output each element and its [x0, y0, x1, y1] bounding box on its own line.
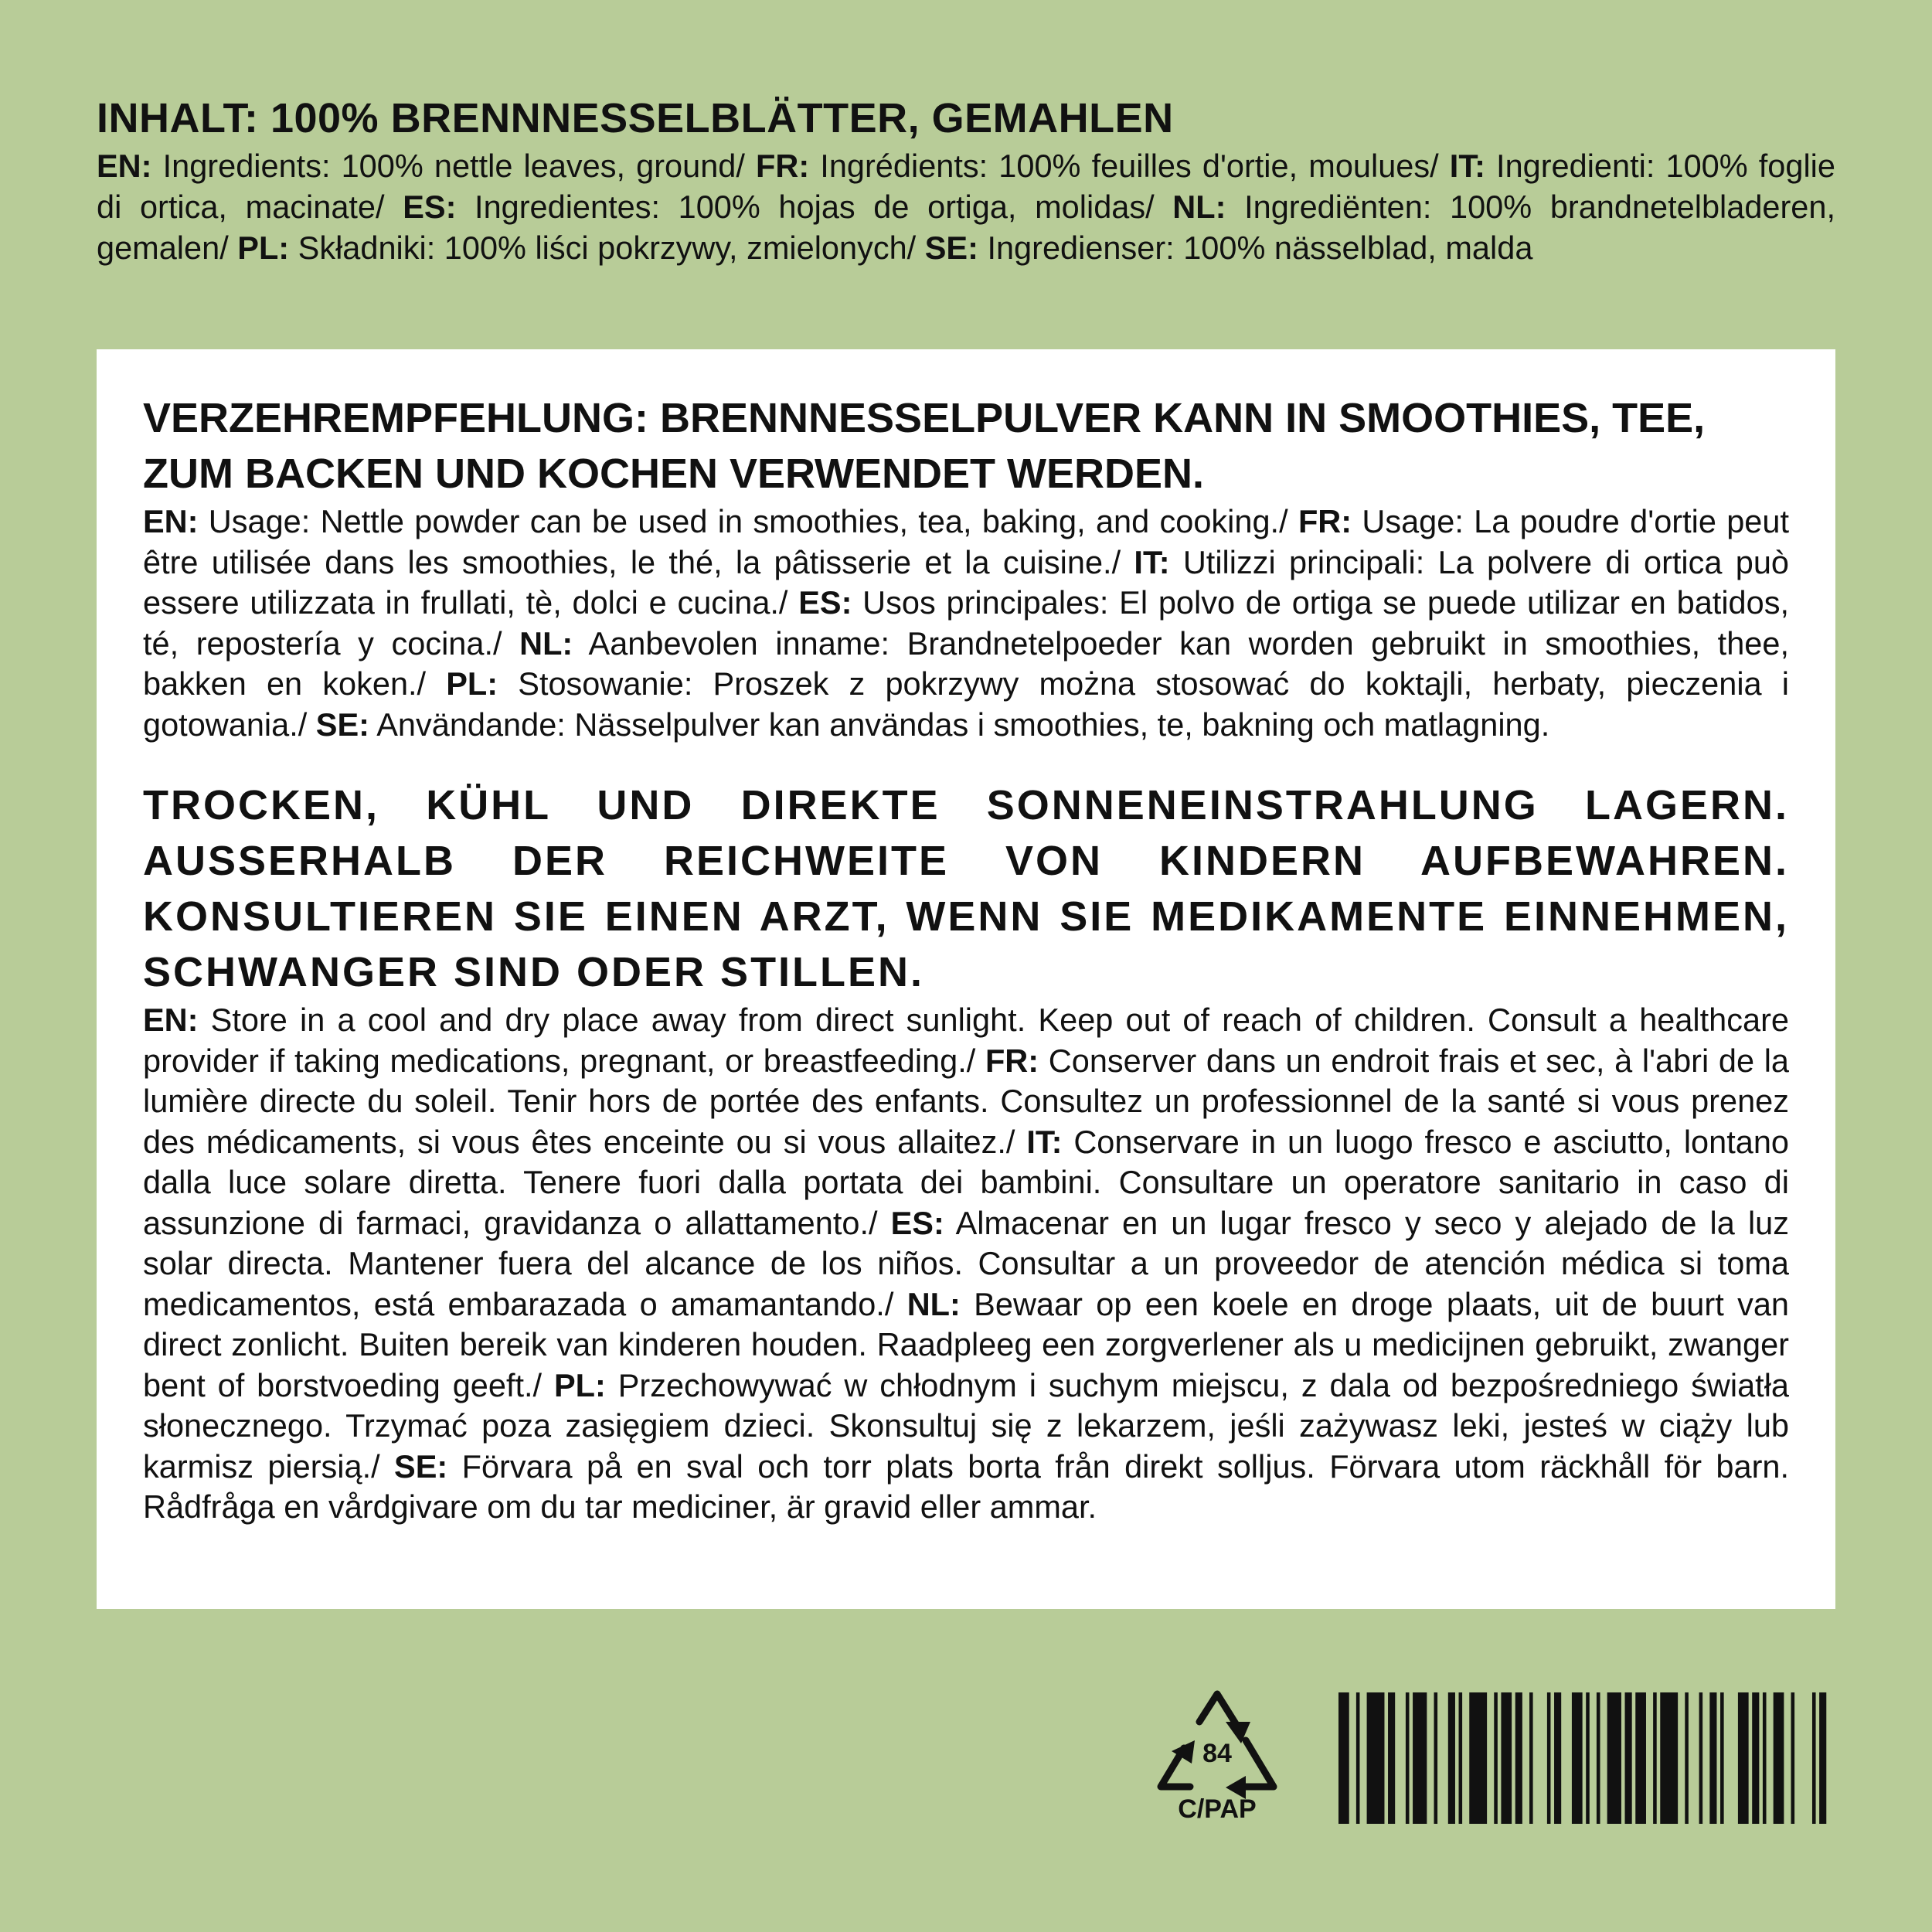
storage-section	[143, 777, 1789, 1528]
language-code: ES:	[403, 189, 457, 225]
barcode-bar	[1413, 1692, 1427, 1824]
language-code: FR:	[985, 1042, 1039, 1079]
translation-text: Ingredienti: 100% foglie di ortica, macinate/	[97, 148, 1835, 225]
translation-text: Ingrédients: 100% feuilles d'ortie, moulues/	[809, 148, 1450, 184]
translation-text: Ingredients: 100% nettle leaves, ground/	[151, 148, 757, 184]
barcode-bar	[1501, 1692, 1512, 1824]
language-code: PL:	[446, 665, 498, 702]
barcode-bar	[1607, 1692, 1621, 1824]
language-code: PL:	[237, 230, 290, 266]
language-code: ES:	[798, 584, 852, 621]
barcode-bar	[1529, 1692, 1533, 1824]
barcode-bar	[1547, 1692, 1551, 1824]
barcode-bar	[1774, 1692, 1784, 1824]
language-code: NL:	[1172, 189, 1226, 225]
language-code: SE:	[924, 230, 978, 266]
barcode-bar	[1434, 1692, 1438, 1824]
language-code: EN:	[97, 148, 152, 184]
barcode-bar	[1469, 1692, 1487, 1824]
translation-text: Förvara på en sval och torr plats borta från direkt solljus. Förvara utom räckhåll för barn. Rådfråga en vårdgivare om du tar mediciner, är gravid eller ammar.	[143, 1447, 1789, 1525]
barcode-bar	[1685, 1692, 1689, 1824]
usage-translations	[143, 502, 1789, 745]
barcode-bar	[1367, 1692, 1385, 1824]
barcode-bar	[1791, 1692, 1795, 1824]
recycling-label: C/PAP	[1178, 1794, 1257, 1824]
language-code: PL:	[553, 1366, 606, 1403]
barcode-bar	[1572, 1692, 1583, 1824]
language-code: IT:	[1449, 148, 1485, 184]
recycling-number: 84	[1202, 1739, 1232, 1768]
barcode-bar	[1635, 1692, 1646, 1824]
barcode-bar	[1459, 1692, 1463, 1824]
language-code: ES:	[890, 1204, 944, 1241]
storage-translations	[143, 1000, 1789, 1528]
translation-text: Conservare in un luogo fresco e asciutto, lontano dalla luce solare diretta. Tenere fuori dalla portata dei bambini. Consultare un operatore sanitario in caso di assunzione di farmaci, gravidanza o allattamento./	[143, 1123, 1789, 1241]
language-code: IT:	[1026, 1123, 1063, 1160]
barcode-bar	[1819, 1692, 1826, 1824]
language-code: FR:	[1298, 503, 1352, 539]
barcode-bar	[1709, 1692, 1716, 1824]
language-code: FR:	[756, 148, 810, 184]
barcode-bar	[1720, 1692, 1724, 1824]
translation-text: Ingredienser: 100% nässelblad, malda	[978, 230, 1533, 266]
translation-text: Bewaar op een koele en droge plaats, uit de buurt van direct zonlicht. Buiten bereik van kinderen houden. Raadpleeg een zorgverlener als u medicijnen gebruikt, zwanger bent of borstvoeding geeft./	[143, 1285, 1789, 1403]
translation-text: Usage: La poudre d'ortie peut être utilisée dans les smoothies, le thé, la pâtisserie et la cuisine./	[143, 503, 1789, 580]
translation-text: Ingrediënten: 100% brandnetelbladeren, gemalen/	[97, 189, 1835, 266]
barcode-bar	[1763, 1692, 1767, 1824]
barcode-icon	[1338, 1692, 1837, 1824]
barcode-bar	[1699, 1692, 1703, 1824]
translation-text: Conserver dans un endroit frais et sec, à l'abri de la lumière directe du soleil. Tenir hors de portée des enfants. Consultez un professionnel de la santé si vous prenez des médicaments, si vous êtes enceinte ou si vous allaitez./	[143, 1042, 1790, 1160]
translation-text: Usos principales: El polvo de ortiga se puede utilizar en batidos, té, repostería y cocina./	[143, 584, 1789, 662]
ingredients-section	[97, 91, 1835, 268]
language-code: EN:	[143, 1002, 199, 1038]
barcode-bar	[1653, 1692, 1657, 1824]
language-code: NL:	[906, 1285, 961, 1322]
barcode-bar	[1812, 1692, 1816, 1824]
translation-text: Składniki: 100% liści pokrzywy, zmielonych/	[289, 230, 925, 266]
language-code: SE:	[315, 706, 369, 743]
language-code: IT:	[1134, 543, 1170, 580]
translation-text: Utilizzi principali: La polvere di ortica può essere utilizzata in frullati, tè, dolci e cucina./	[143, 543, 1790, 621]
usage-section	[143, 390, 1789, 745]
translation-text: Przechowywać w chłodnym i suchym miejscu, z dala od bezpośredniego światła słonecznego. Trzymać poza zasięgiem dzieci. Skonsultuj się z lekarzem, jeśli zażywasz leki, jesteś w ciąży lub karmisz piersią./	[143, 1366, 1790, 1485]
barcode-bar	[1515, 1692, 1522, 1824]
language-code: EN:	[143, 503, 199, 539]
barcode-bar	[1660, 1692, 1678, 1824]
barcode-bar	[1554, 1692, 1561, 1824]
barcode-bar	[1625, 1692, 1632, 1824]
barcode-bar	[1597, 1692, 1600, 1824]
barcode-bar	[1586, 1692, 1590, 1824]
barcode-bar	[1356, 1692, 1360, 1824]
barcode-bar	[1406, 1692, 1410, 1824]
barcode-bar	[1752, 1692, 1759, 1824]
translation-text: Aanbevolen inname: Brandnetelpoeder kan worden gebruikt in smoothies, thee, bakken en koken./	[143, 624, 1789, 702]
translation-text: Store in a cool and dry place away from direct sunlight. Keep out of reach of children. Consult a healthcare provider if taking medications, pregnant, or breastfeeding./	[143, 1002, 1789, 1079]
ingredients-translations	[97, 145, 1835, 268]
translation-text: Almacenar en un lugar fresco y seco y alejado de la luz solar directa. Mantener fuera del alcance de los niños. Consultar a un proveedor de atención médica si toma medicamentos, está embarazada o amamantando./	[143, 1204, 1789, 1322]
translation-text: Ingredientes: 100% hojas de ortiga, molidas/	[456, 189, 1173, 225]
language-code: NL:	[519, 624, 573, 662]
ingredients-heading: INHALT: 100% BRENNNESSELBLÄTTER, GEMAHLEN	[97, 95, 1174, 141]
info-panel	[97, 349, 1835, 1609]
barcode-bar	[1448, 1692, 1455, 1824]
translation-text: Stosowanie: Proszek z pokrzywy można stosować do koktajli, herbaty, pieczenia i gotowania./	[143, 665, 1789, 743]
storage-heading: TROCKEN, KÜHL UND DIREKTE SONNENEINSTRAHLUNG LAGERN. AUSSERHALB DER REICHWEITE VON KINDERN AUFBEWAHREN. KONSULTIEREN SIE EINEN ARZT, WENN SIE MEDIKAMENTE EINNEHMEN, SCHWANGER SIND ODER STILLEN.	[143, 782, 1789, 995]
barcode-bar	[1494, 1692, 1498, 1824]
barcode-bar	[1338, 1692, 1349, 1824]
language-code: SE:	[394, 1447, 448, 1485]
translation-text: Användande: Nässelpulver kan användas i smoothies, te, bakning och matlagning.	[369, 706, 1550, 743]
barcode-bar	[1738, 1692, 1749, 1824]
translation-text: Usage: Nettle powder can be used in smoothies, tea, baking, and cooking./	[198, 503, 1298, 539]
usage-heading: VERZEHREMPFEHLUNG: BRENNNESSELPULVER KANN IN SMOOTHIES, TEE, ZUM BACKEN UND KOCHEN VERWENDET WERDEN.	[143, 395, 1706, 497]
barcode-bar	[1388, 1692, 1395, 1824]
